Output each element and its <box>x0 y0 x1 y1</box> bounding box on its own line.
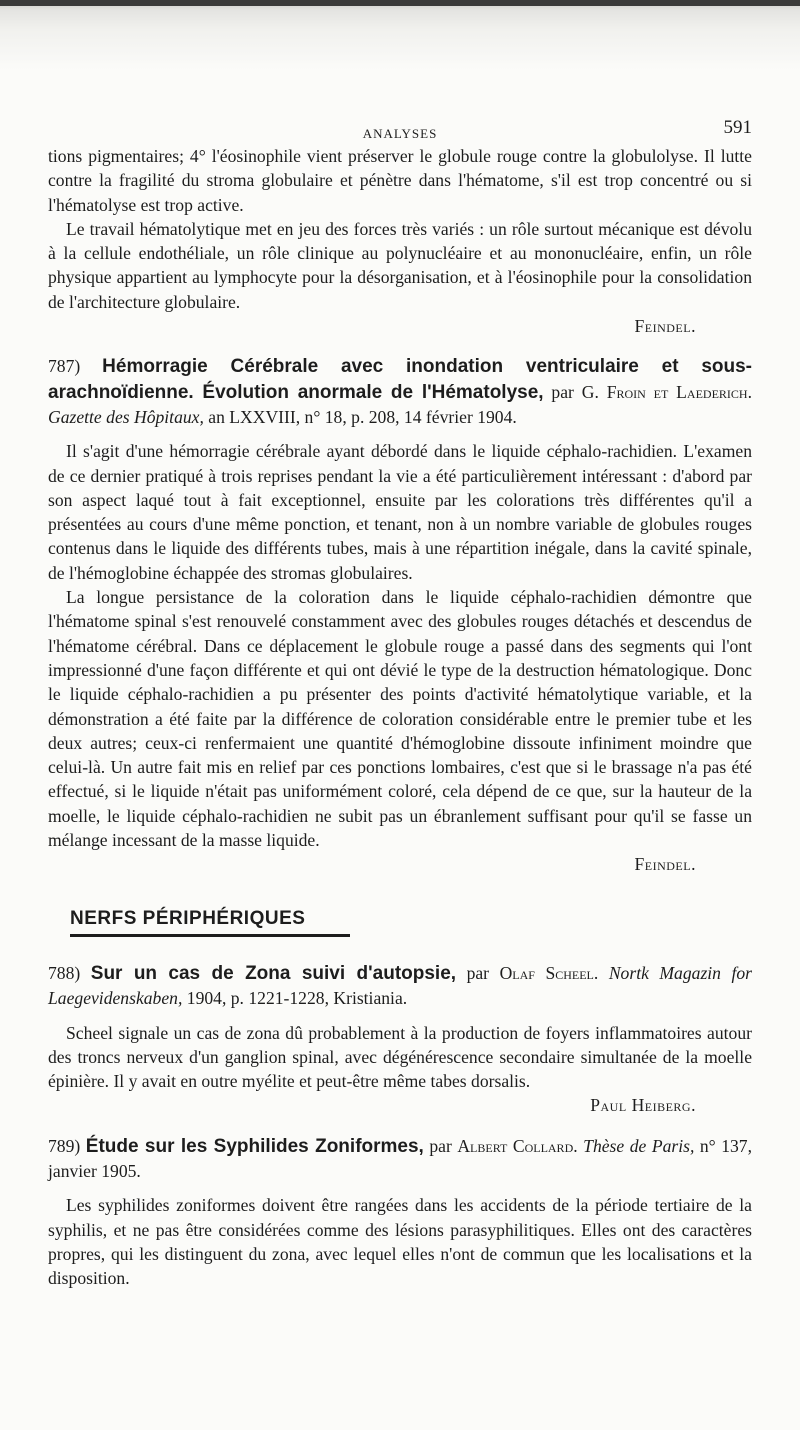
entry-number: 787) <box>48 356 81 377</box>
signature: Paul Heiberg. <box>590 1095 696 1116</box>
entry-citation: an LXXVIII, n° 18, p. 208, 14 février 1904. <box>208 406 517 427</box>
section-heading: NERFS PÉRIPHÉRIQUES <box>70 907 306 929</box>
entry-by: par <box>466 962 490 983</box>
entry-title: Sur un cas de Zona suivi d'autopsie, <box>90 962 457 984</box>
paragraph: Il s'agit d'une hémorragie cérébrale ayant débordé dans le liquide céphalo-rachidien. L'examen de ce dernier pratiqué à trois reprises pendant la vie a été particulièrement intéressant : d'abord par son aspect laqué tout à fait exceptionnel, ensuite par les colorations très différentes qu'il a présentées au cours d'une même ponction, et tenant, non à un nombre variable de globules rouges contenus dans le liquide des différents tubes, mais à une répartition inégale, dans la cavité spinale, de l'hémoglobine échappée des stromas globulaires. <box>48 441 752 583</box>
entry-by: par <box>551 381 574 402</box>
entry-heading <box>48 354 752 429</box>
section-rule <box>70 934 350 937</box>
signature: Feindel. <box>634 316 696 337</box>
scan-edge <box>0 0 800 6</box>
paragraph: tions pigmentaires; 4° l'éosinophile vient préserver le globule rouge contre la globulolyse. Il lutte contre la fragilité du stroma globulaire et pénètre dans l'hématome, s'il est trop concentré ou si l'hématolyse est trop active. <box>48 146 752 215</box>
entry-journal: Nortk Magazin for Laegevidenskaben, <box>48 962 753 1009</box>
entry-title: Hémorragie Cérébrale avec inondation ventriculaire et sous-arachnoïdienne. Évolution anormale de l'Hématolyse, <box>48 356 752 403</box>
signature: Feindel. <box>634 854 696 875</box>
paragraph: Le travail hématolytique met en jeu des forces très variés : un rôle surtout mécanique est dévolu à la cellule endothéliale, un rôle clinique au polynucléaire et au mononucléaire, enfin, un rôle physique appartient au lymphocyte pour la désorganisation, et à l'éosinophile pour la consolidation de l'architecture globulaire. <box>48 218 752 312</box>
abstract-entry-788 <box>48 961 752 1118</box>
entry-journal: Thèse de Paris, <box>583 1135 695 1156</box>
entry-journal: Gazette des Hôpitaux, <box>48 406 204 427</box>
entry-authors: G. Froin et Laederich. <box>581 381 752 402</box>
scan-shadow <box>0 0 800 70</box>
paragraph: Les syphilides zoniformes doivent être rangées dans les accidents de la période tertiaire de la syphilis, et ne pas être considérées comme des lésions parasyphilitiques. Elles ont des caractères propres, qui les distinguent du zona, avec lequel elles n'ont de commun que les localisations et la disposition. <box>48 1195 752 1289</box>
abstract-entry-789 <box>48 1134 752 1291</box>
entry-authors: Albert Collard. <box>457 1135 578 1156</box>
entry-heading <box>48 1134 752 1184</box>
entry-number: 788) <box>48 962 81 983</box>
entry-authors: Olaf Scheel. <box>499 962 599 983</box>
abstract-entry-787 <box>48 354 752 876</box>
document-page <box>48 118 752 1290</box>
page-number: 591 <box>723 117 752 138</box>
paragraph: Scheel signale un cas de zona dû probablement à la production de foyers inflammatoires autour des troncs nerveux d'un ganglion spinal, avec dégénérescence secondaire simultanée de la moelle épinière. Il y avait en outre myélite et peut-être même tabes dorsalis. <box>48 1022 752 1092</box>
page-header <box>48 118 752 144</box>
entry-title: Étude sur les Syphilides Zoniformes, <box>85 1135 424 1157</box>
entry-by: par <box>429 1135 452 1156</box>
entry-citation: 1904, p. 1221-1228, Kristiania. <box>186 988 408 1009</box>
entry-number: 789) <box>48 1135 81 1156</box>
entry-heading <box>48 961 752 1011</box>
entry-citation: n° 137, janvier 1905. <box>48 1135 753 1181</box>
paragraph: La longue persistance de la coloration dans le liquide céphalo-rachidien démontre que l'hématome spinal s'est renouvelé constamment avec des globules rouges détachés et descendus de l'hématome cérébral. Dans ce déplacement le globule rouge a passé dans des segments qui l'ont impressionné d'une façon différente et qui ont dévié le type de la destruction hématologique. Donc le liquide céphalo-rachidien a pu présenter des points d'activité hématolytique variable, et la démonstration a été faite par la différence de coloration considérable entre le premier tube et les deux autres; ceux-ci renfermaient une quantité d'hémoglobine dissoute infiniment moindre que celui-là. Un autre fait mis en relief par ces ponctions lombaires, c'est que si le brassage n'a pas été effectué, si le liquide n'était pas uniformément coloré, cela dépend de ce que, sur la hauteur de la moelle, le liquide céphalo-rachidien ne subit pas un ébranlement suffisant pour qu'il se fasse un mélange incessant de la masse liquide. <box>48 587 752 851</box>
running-title: ANALYSES <box>362 126 438 141</box>
